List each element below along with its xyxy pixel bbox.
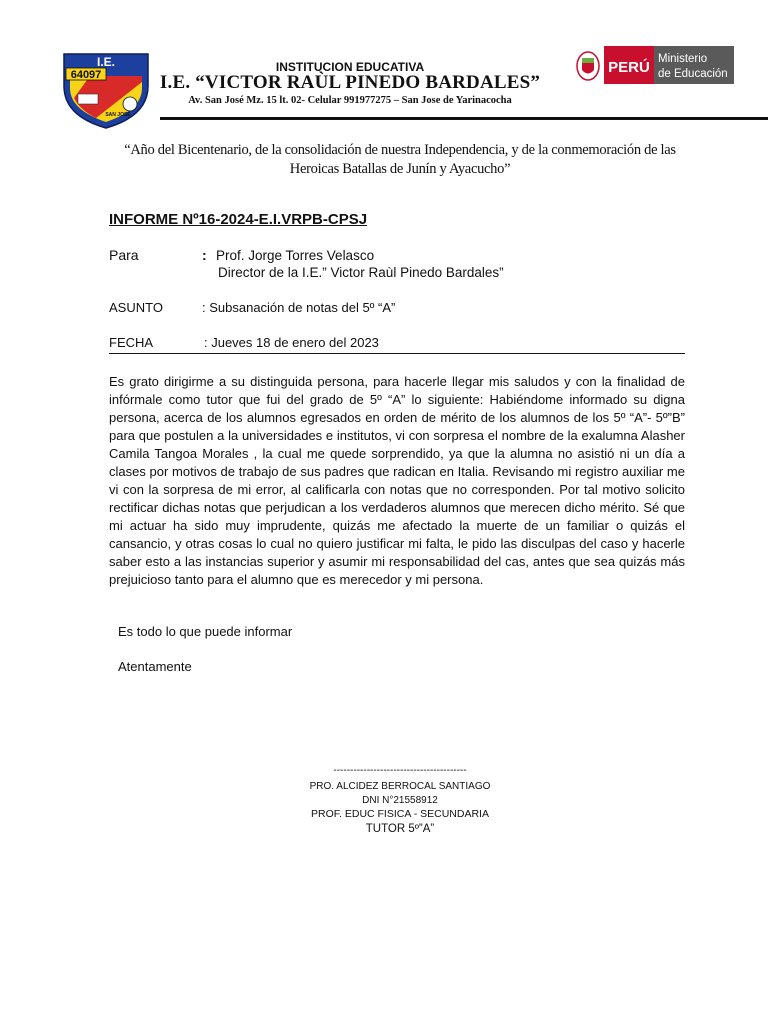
recipient-role: Director de la I.E.” Victor Raùl Pinedo Bardales” bbox=[218, 265, 504, 280]
ministry-line-1: Ministerio bbox=[658, 53, 708, 65]
ministry-country: PERÚ bbox=[608, 59, 650, 76]
institution-name: I.E. “VICTOR RAÙL PINEDO BARDALES” bbox=[159, 72, 541, 93]
date-divider bbox=[109, 353, 685, 354]
signer-tutor: TUTOR 5º”A” bbox=[365, 823, 435, 835]
logo-bottom-text: SAN JOSE bbox=[105, 112, 131, 118]
peru-coat-of-arms-icon bbox=[577, 52, 599, 80]
signer-title: PROF. EDUC FISICA - SECUNDARIA bbox=[311, 808, 489, 820]
date-label: FECHA bbox=[109, 335, 154, 350]
signature-line: ---------------------------------------- bbox=[333, 765, 467, 776]
report-title: INFORME Nº16-2024-E.I.VRPB-CPSJ bbox=[109, 211, 368, 228]
subject-value: : Subsanación de notas del 5º “A” bbox=[202, 300, 396, 315]
logo-number: 64097 bbox=[70, 69, 102, 81]
subject-label: ASUNTO bbox=[109, 300, 163, 315]
school-logo bbox=[60, 46, 152, 130]
institution-address: Av. San José Mz. 15 lt. 02- Celular 991977275 – San Jose de Yarinacocha bbox=[188, 95, 512, 106]
para-label: Para bbox=[109, 247, 139, 263]
signer-name: PRO. ALCIDEZ BERROCAL SANTIAGO bbox=[309, 781, 491, 792]
header-divider bbox=[160, 117, 768, 120]
report-body: Es grato dirigirme a su distinguida persona, para hacerle llegar mis saludos y con la finalidad de infórmale como tutor que fui del grado de 5º “A” lo siguiente: Habiéndome informado su digna persona, acerca de los alumnos egresados en orden de mérito de los alumnos de los 5º “A”- 5º”B” para que postulen a la universidades e institutos, vi con sorpresa el nombre de la exalumna Alasher Camila Tangoa Morales , la cual me quede sorprendido, ya que la alumna no asistió ni un día a clases por motivos de trabajo de sus padres que radican en Italia. Revisando mi registro auxiliar me vi con la sorpresa de mi error, al calificarla con notas que no corresponden. Por tal motivo solicito rectificar dichas notas que perjudican a los verdaderos alumnos que merecen dicho mérito. Sé que mi actuar ha sido muy imprudente, quizás me afectado la muerte de un familiar o quizás el cansancio, y otras cosas lo cual no quiero justificar mi falta, le pido las disculpas del caso y hacerle saber esto a las instancias superior y asumir mi responsabilidad del cas, antes que sea quizás más prejuicioso tanto para el alumno que es merecedor y mi persona. bbox=[109, 374, 685, 587]
signer-dni: DNI N°21558912 bbox=[362, 795, 438, 806]
para-colon: : bbox=[202, 247, 207, 263]
ministry-line-2: de Educación bbox=[658, 68, 728, 80]
closing-line: Es todo lo que puede informar bbox=[118, 624, 293, 639]
logo-top-text: I.E. bbox=[96, 55, 116, 69]
year-motto: “Año del Bicentenario, de la consolidación de nuestra Independencia, y de la conmemoración de las Heroicas Batallas de Junín y Ayacucho” bbox=[124, 142, 676, 177]
closing-salutation: Atentamente bbox=[118, 659, 192, 674]
ministry-logo bbox=[574, 44, 736, 86]
institution-label: INSTITUCION EDUCATIVA bbox=[275, 60, 425, 74]
recipient-name: Prof. Jorge Torres Velasco bbox=[216, 248, 375, 263]
date-value: : Jueves 18 de enero del 2023 bbox=[204, 335, 379, 350]
